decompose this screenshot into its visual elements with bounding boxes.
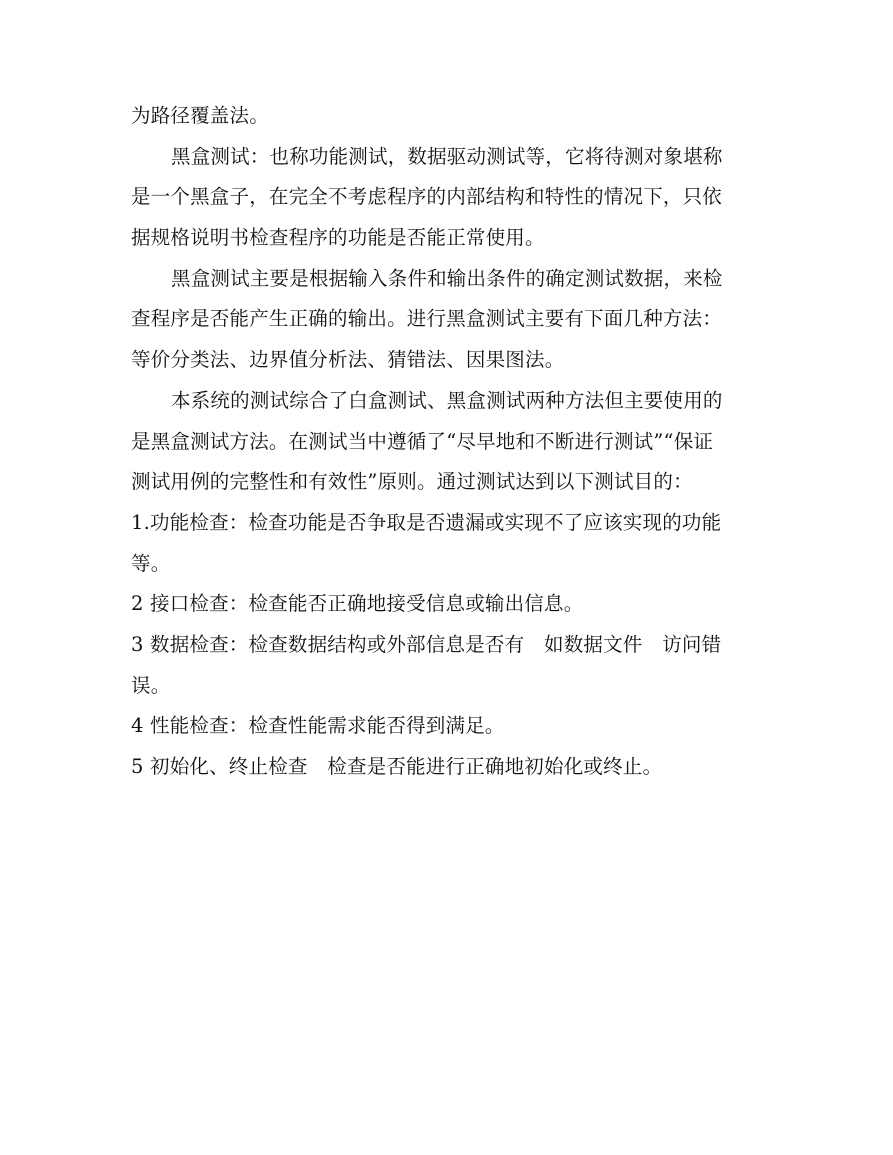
text-line: 本系统的测试综合了白盒测试、黑盒测试两种方法但主要使用的 (171, 388, 723, 412)
text-line: 黑盒测试主要是根据输入条件和输出条件的确定测试数据，来检 (171, 266, 723, 290)
text-line: 1.功能检查：检查功能是否争取是否遗漏或实现不了应该实现的功能 (131, 510, 722, 534)
text-line: 4 性能检查：检查性能需求能否得到满足。 (131, 714, 505, 738)
text-line: 等。 (131, 551, 171, 575)
document-body (131, 96, 756, 788)
text-line: 误。 (131, 673, 171, 697)
text-line: 等价分类法、边界值分析法、猜错法、因果图法。 (131, 348, 565, 372)
text-line: 黑盒测试：也称功能测试，数据驱动测试等，它将待测对象堪称 (171, 144, 723, 168)
text-line: 测试用例的完整性和有效性”原则。通过测试达到以下测试目的： (131, 470, 693, 494)
text-line: 查程序是否能产生正确的输出。进行黑盒测试主要有下面几种方法： (131, 307, 723, 331)
text-line: 据规格说明书检查程序的功能是否能正常使用。 (131, 226, 545, 250)
text-line: 5 初始化、终止检查 检查是否能进行正确地初始化或终止。 (131, 755, 663, 778)
text-line: 是黑盒测试方法。在测试当中遵循了“尽早地和不断进行测试”“保证 (131, 429, 714, 453)
text-line: 为路径覆盖法。 (131, 104, 269, 127)
text-line: 3 数据检查：检查数据结构或外部信息是否有 如数据文件 访问错 (131, 632, 722, 656)
text-line: 2 接口检查：检查能否正确地接受信息或输出信息。 (131, 592, 584, 616)
text-line: 是一个黑盒子，在完全不考虑程序的内部结构和特性的情况下，只依 (131, 185, 723, 209)
